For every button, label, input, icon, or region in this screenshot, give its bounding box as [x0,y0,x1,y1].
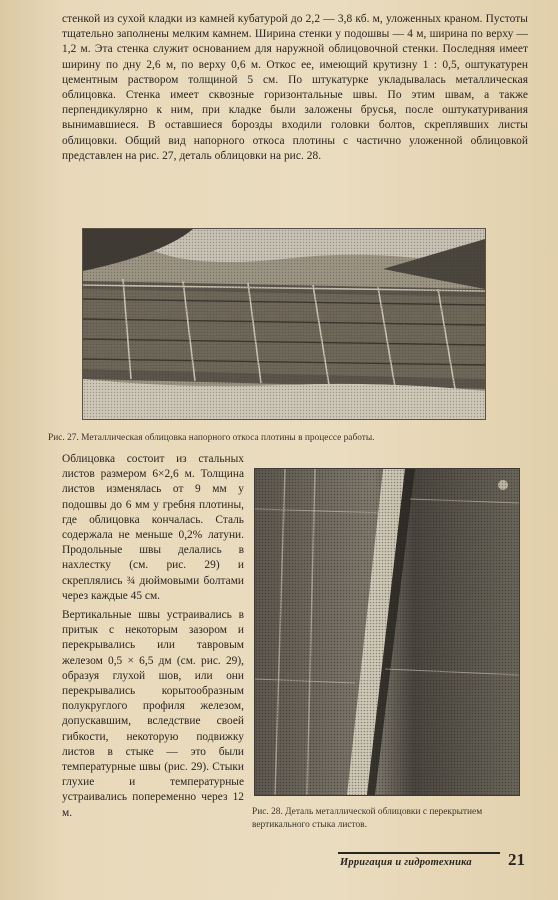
figure-28-photo [254,468,520,796]
page-number: 21 [508,850,525,869]
footer-journal-title: Ирригация и гидротехника [340,857,472,868]
body-column-left [62,452,244,821]
figure-27-photo [82,228,486,420]
figure-28-caption: Рис. 28. Деталь металлической облицовки с перекрытием вертикального стыка листов. [252,807,483,830]
footer-rule [338,852,500,854]
body-paragraph-top: стенкой из сухой кладки из камней кубатурой до 2,2 — 3,8 кб. м, уложенных краном. Пустоты тщательно заполнены мелким камнем. Ширина стенки у подошвы — 4 м, ширина по верху — 1,2 м. Эта стенка служит основанием для наружной облицовочной стенки. Последняя имеет ширину по дну 2,6 м, по верху 0,6 м. Откос ее, имеющий крутизну 1 : 0,5, оштукатурен цементным раствором толщиной 5 см. По штукатурке укладывалась металлическая облицовка. Стенка имеет сквозные горизонтальные швы. По этим швам, а также перпендикулярно к ним, при кладке были заложены брусья, после оштукатуривания вынимавшиеся. В оставшиеся борозды входили головки болтов, скреплявших листы облицовки. Общий вид напорного откоса плотины с частично уложенной облицовкой представлен на рис. 27, деталь облицовки на рис. 28. [62,13,528,162]
figure-27-caption: Рис. 27. Металлическая облицовка напорного откоса плотины в процессе работы. [48,433,375,443]
body-paragraph-left-1: Облицовка состоит из стальных листов размером 6×2,6 м. Толщина листов изменялась от 9 мм у подошвы до 6 мм у гребня плотины, где облицовка кончалась. Сталь содержала не меньше 0,2% латуни. Продольные швы делались в нахлестку (см. рис. 29) и скреплялись ¾ дюймовыми болтами через каждые 45 см. [62,453,244,602]
body-paragraph-left-2: Вертикальные швы устраивались в притык с некоторым зазором и перекрывались или тавровым железом 0,5 × 6,5 дм (см. рис. 29), образуя глухой шов, или они перекрывались корытообразным полукруглого профиля железом, допускавшим, вследствие своей гибкости, некоторую подвижку листов в стыке — это были температурные швы (рис. 29). Стыки глухие и температурные устраивались попеременно через 12 м. [62,609,244,819]
